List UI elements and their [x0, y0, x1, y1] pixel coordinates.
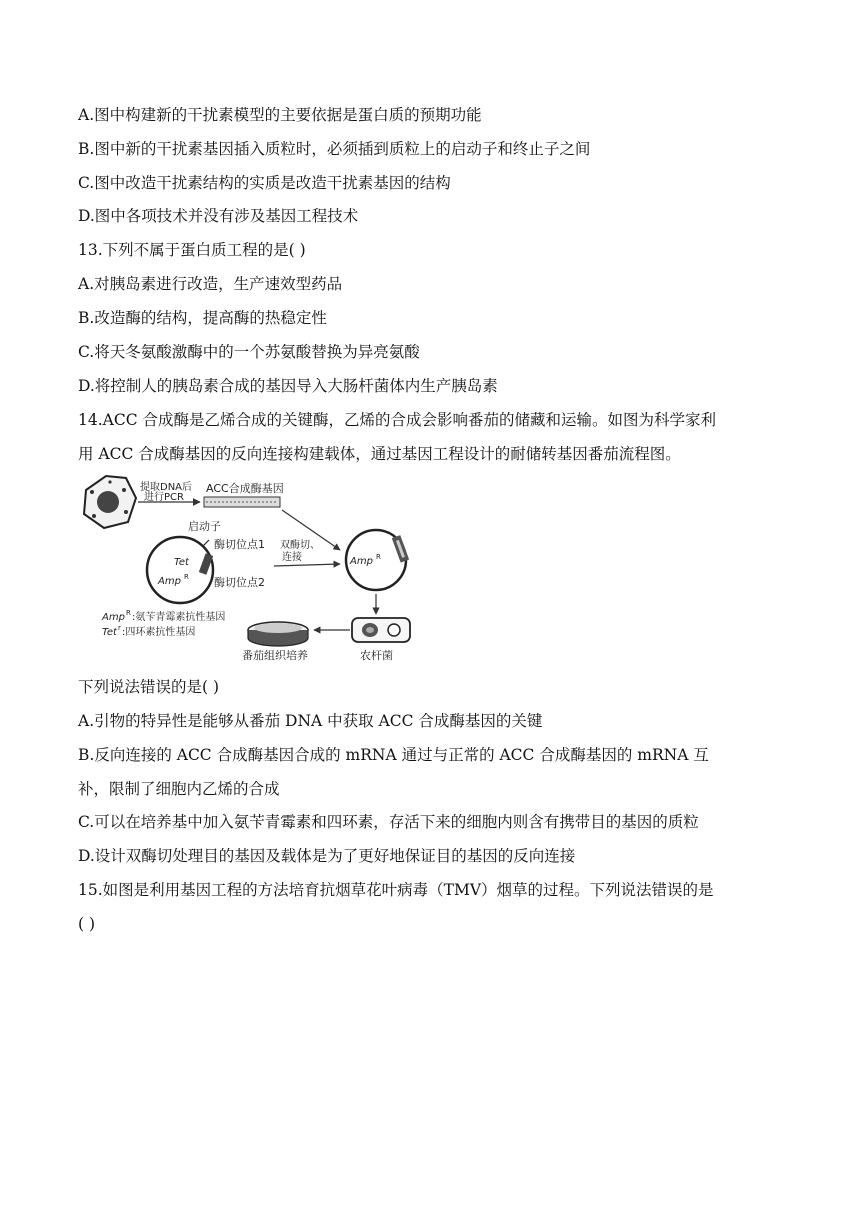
q14-option-b-line1: B.反向连接的 ACC 合成酶基因合成的 mRNA 通过与正常的 ACC 合成酶基因的 mRNA 互 [78, 746, 709, 764]
promoter-label: 启动子 [188, 520, 221, 533]
q13-option-c: C.将天冬氨酸激酶中的一个苏氨酸替换为异亮氨酸 [78, 343, 420, 361]
plasmid-diagram [147, 537, 213, 603]
amp-label: Amp [158, 576, 181, 587]
q12-option-c: C.图中改造干扰素结构的实质是改造干扰素基因的结构 [78, 174, 451, 192]
q13-stem: 13.下列不属于蛋白质工程的是( ) [78, 241, 306, 259]
acc-gene-bar [204, 497, 280, 507]
q15-stem-line2: ( ) [78, 915, 96, 933]
q14-option-c: C.可以在培养基中加入氨苄青霉素和四环素，存活下来的细胞内则含有携带目的基因的质粒 [78, 813, 699, 831]
q12-option-b: B.图中新的干扰素基因插入质粒时，必须插到质粒上的启动子和终止子之间 [78, 140, 591, 158]
q14-question: 下列说法错误的是( ) [78, 678, 220, 696]
q14-stem-line2: 用 ACC 合成酶基因的反向连接构建载体，通过基因工程设计的耐储转基因番茄流程图。 [78, 445, 681, 463]
recombinant-amp-superscript: R [376, 553, 381, 561]
tissue-culture-label: 番茄组织培养 [242, 649, 308, 662]
q14-flow-diagram [78, 470, 418, 664]
legend-tet-superscript: r [118, 624, 121, 632]
agrobacterium-label: 农杆菌 [360, 649, 393, 662]
tet-label: Tet [174, 557, 189, 568]
legend-tet-symbol: Tet [102, 627, 117, 638]
acc-gene-label: ACC合成酶基因 [206, 482, 284, 495]
q12-option-a: A.图中构建新的干扰素模型的主要依据是蛋白质的预期功能 [78, 106, 482, 124]
agrobacterium-icon [352, 618, 410, 642]
q12-option-d: D.图中各项技术并没有涉及基因工程技术 [78, 207, 359, 225]
cut-site-1-label: 酶切位点1 [214, 538, 265, 551]
recombinant-amp-label: Amp [350, 556, 373, 567]
q14-stem-line1: 14.ACC 合成酶是乙烯合成的关键酶，乙烯的合成会影响番茄的储藏和运输。如图为科学家利 [78, 411, 716, 429]
q14-option-d: D.设计双酶切处理目的基因及载体是为了更好地保证目的基因的反向连接 [78, 847, 576, 865]
q14-option-a: A.引物的特异性是能够从番茄 DNA 中获取 ACC 合成酶基因的关键 [78, 712, 543, 730]
q13-option-b: B.改造酶的结构，提高酶的热稳定性 [78, 309, 327, 327]
extract-label-1: 提取DNA后 [140, 482, 193, 493]
q14-option-b-line2: 补，限制了细胞内乙烯的合成 [78, 780, 280, 798]
q13-option-d: D.将控制人的胰岛素合成的基因导入大肠杆菌体内生产胰岛素 [78, 377, 498, 395]
amp-superscript: R [184, 573, 189, 581]
q13-option-a: A.对胰岛素进行改造，生产速效型药品 [78, 275, 343, 293]
extract-label-2: 进行PCR [144, 492, 184, 503]
ligation-arrow [274, 564, 340, 566]
legend-amp-text: :氨苄青霉素抗性基因 [132, 612, 226, 623]
q15-stem-line1: 15.如图是利用基因工程的方法培育抗烟草花叶病毒（TMV）烟草的过程。下列说法错误的是 [78, 881, 714, 899]
double-cut-label-2: 连接 [282, 552, 302, 563]
legend-tet-text: :四环素抗性基因 [122, 627, 196, 638]
legend-amp-symbol: Amp [102, 612, 125, 623]
tomato-cell-icon [84, 476, 136, 528]
legend-amp-superscript: R [126, 609, 131, 617]
cut-site-2-label: 酶切位点2 [214, 576, 265, 589]
culture-dish-icon [248, 622, 308, 646]
legend [101, 609, 225, 638]
double-cut-label-1: 双酶切、 [280, 540, 320, 551]
